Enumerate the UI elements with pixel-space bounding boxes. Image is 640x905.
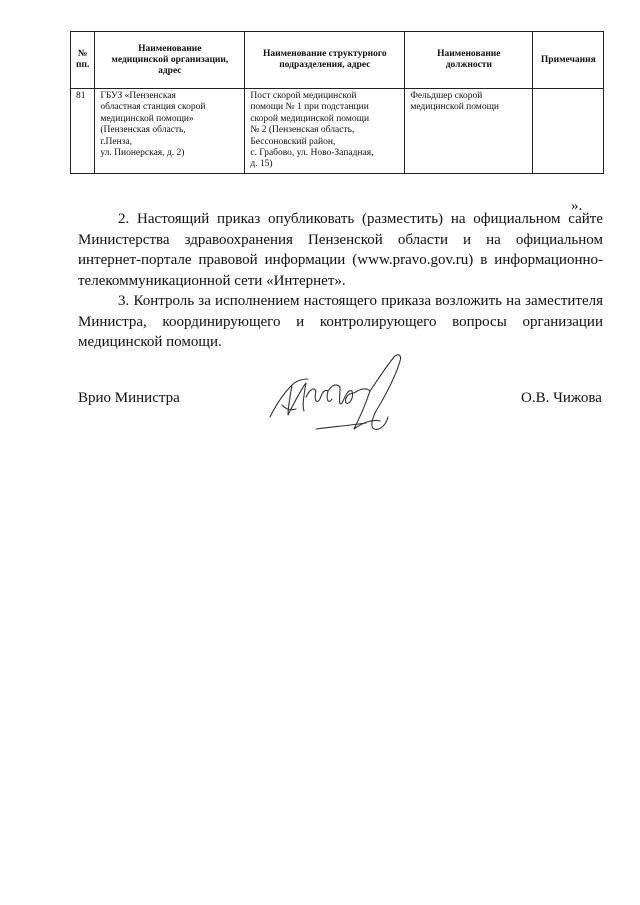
closing-quote: ». xyxy=(571,198,583,214)
cell-org: ГБУЗ «Пензенская областная станция скорой медицинской помощи» (Пензенская область, г.Пенза, ул. Пионерская, д. 2) xyxy=(95,89,245,174)
handwritten-signature xyxy=(262,345,412,455)
paragraph-control xyxy=(78,291,603,353)
header-num: № пп. xyxy=(71,32,95,89)
table-row xyxy=(71,89,604,174)
paragraph-line: медицинской помощи. xyxy=(78,334,222,350)
table-header-row xyxy=(71,32,604,89)
paragraph-line: 3. Контроль за исполнением настоящего приказа возложить на заместителя xyxy=(118,293,603,309)
positions-table xyxy=(70,31,604,174)
header-position: Наименование должности xyxy=(405,32,533,89)
header-org: Наименование медицинской организации, адрес xyxy=(95,32,245,89)
paragraph-line: Министра, координирующего и контролирующего вопросы организации xyxy=(78,313,603,330)
signatory-title: Врио Министра xyxy=(78,390,180,406)
header-unit: Наименование структурного подразделения, адрес xyxy=(245,32,405,89)
cell-position: Фельдшер скорой медицинской помощи xyxy=(405,89,533,174)
paragraph-line: 2. Настоящий приказ опубликовать (разместить) на официальном сайте xyxy=(118,211,603,227)
paragraph-line: интернет-портале правовой информации (www.pravo.gov.ru) в информационно- xyxy=(78,252,603,268)
paragraph-line: Министерства здравоохранения Пензенской области и на официальном xyxy=(78,231,603,248)
signatory-name: О.В. Чижова xyxy=(521,390,602,406)
paragraph-publication xyxy=(78,209,603,291)
cell-notes xyxy=(533,89,604,174)
cell-num: 81 xyxy=(71,89,95,174)
cell-unit: Пост скорой медицинской помощи № 1 при подстанции скорой медицинской помощи № 2 (Пензенская область, Бессоновский район, с. Грабово, ул. Ново-Западная, д. 15) xyxy=(245,89,405,174)
paragraph-line: телекоммуникационной сети «Интернет». xyxy=(78,272,346,289)
header-notes: Примечания xyxy=(533,32,604,89)
